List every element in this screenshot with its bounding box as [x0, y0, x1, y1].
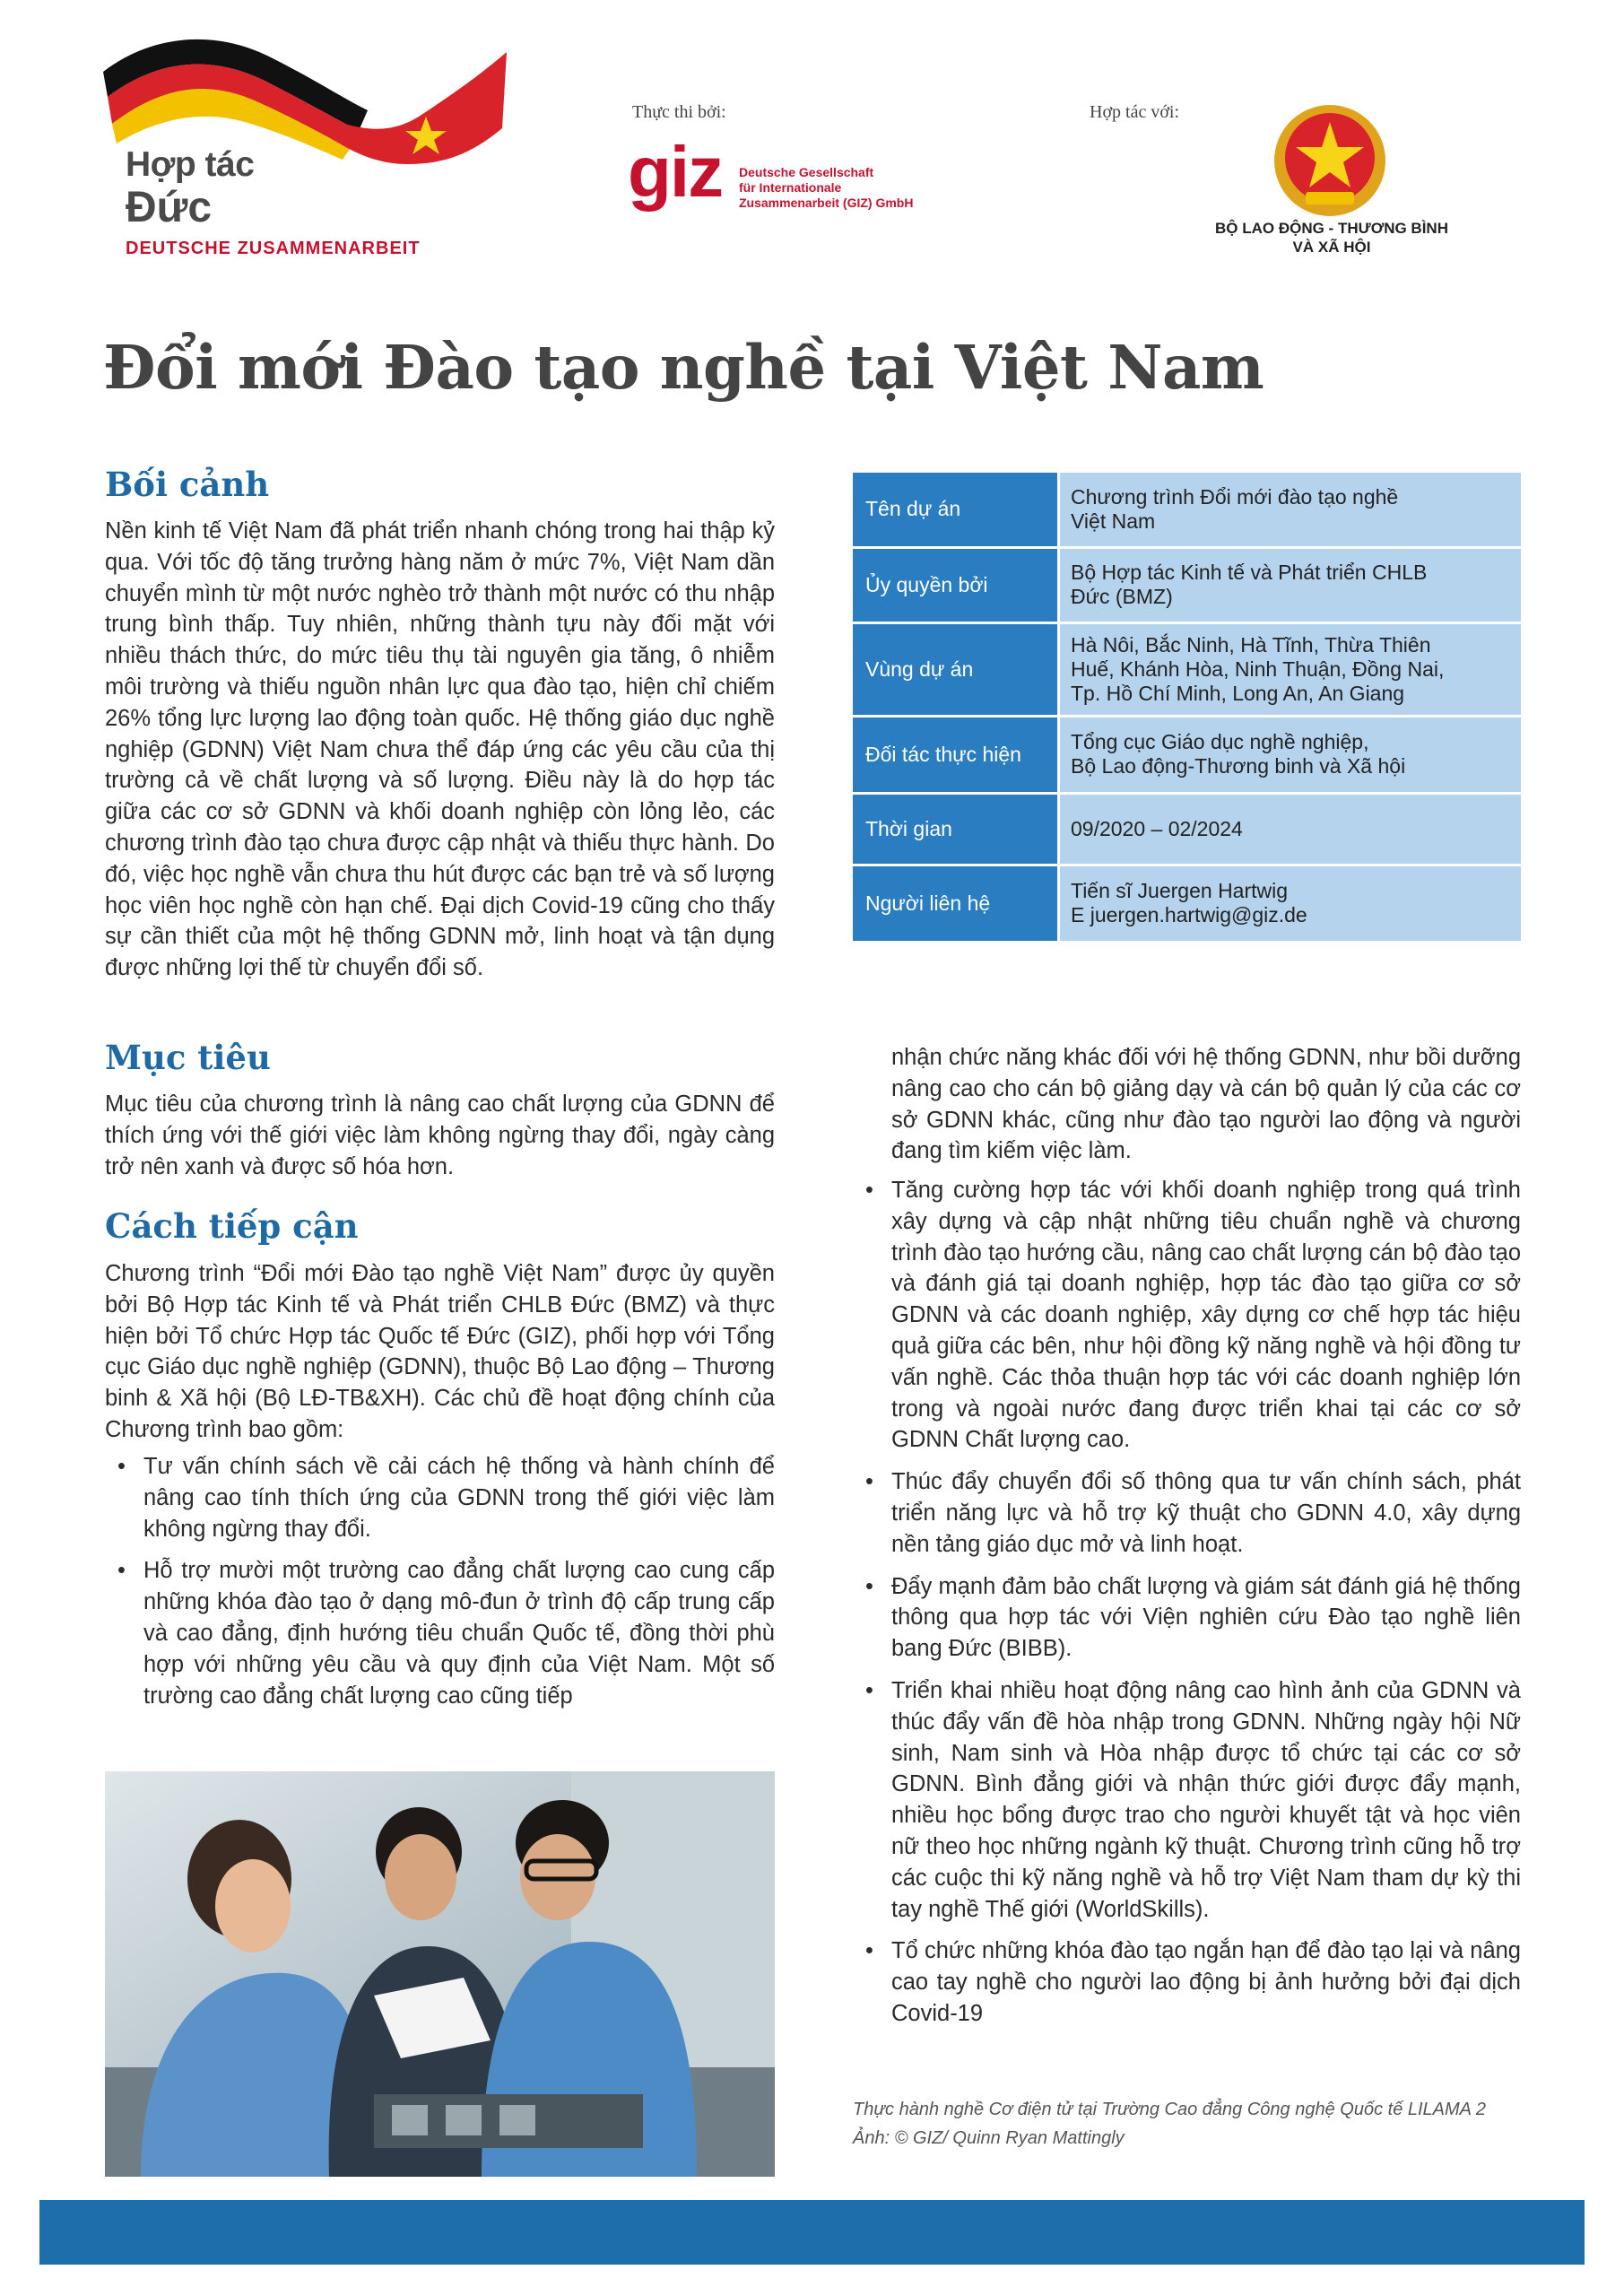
giz-name-line: Deutsche Gesellschaft — [739, 165, 874, 179]
approach-continuation: nhận chức năng khác đối với hệ thống GDNN, như bồi dưỡng nâng cao cho cán bộ giảng dạy và cán bộ quản lý của các cơ sở GDNN khác, cũng như đào tạo người lao động và người đang tìm kiếm việc làm. — [891, 1045, 1521, 1164]
giz-name-line: Zusammenarbeit (GIZ) GmbH — [739, 196, 914, 210]
ministry-name-line: VÀ XÃ HỘI — [1292, 239, 1371, 256]
list-item: • Thúc đẩy chuyển đổi số thông qua tư vấn chính sách, phát triển năng lực và hỗ trợ kỹ thuật cho GDNN 4.0, xây dựng nền tảng giáo dục mở và linh hoạt. — [853, 1466, 1521, 1560]
info-value — [1059, 547, 1522, 622]
table-row — [853, 473, 1521, 547]
info-label: Đối tác thực hiện — [853, 716, 1059, 793]
ministry-name-line: BỘ LAO ĐỘNG - THƯƠNG BÌNH — [1215, 220, 1448, 237]
page-title: Đổi mới Đào tạo nghề tại Việt Nam — [103, 332, 1264, 403]
info-label: Tên dự án — [853, 473, 1059, 547]
list-item: • Tư vấn chính sách về cải cách hệ thống và hành chính để nâng cao tính thích ứng của GDNN trong thế giới việc làm không ngừng thay đổi. — [105, 1451, 775, 1544]
info-label: Vùng dự án — [853, 622, 1059, 716]
info-value-line: Bộ Hợp tác Kinh tế và Phát triển CHLB — [1071, 561, 1428, 584]
info-value-line: Đức (BMZ) — [1071, 585, 1173, 608]
table-row — [853, 547, 1521, 622]
info-label: Ủy quyền bởi — [853, 547, 1059, 622]
logo-title-line1: Hợp tác — [126, 145, 255, 184]
footer-bar — [39, 2200, 1585, 2265]
info-value-line: Tp. Hồ Chí Minh, Long An, An Giang — [1071, 681, 1405, 705]
section-heading-objective: Mục tiêu — [105, 1038, 271, 1077]
training-photo — [105, 1771, 775, 2177]
info-value-line: Bộ Lao động-Thương binh và Xã hội — [1071, 754, 1406, 778]
background-paragraph: Nền kinh tế Việt Nam đã phát triển nhanh chóng trong hai thập kỷ qua. Với tốc độ tăng trưởng hàng năm ở mức 7%, Việt Nam dần chuyển mình từ một nước nghèo trở thành một nước có thu nhập trung bình thấp. Tuy nhiên, những thành tựu này đối mặt với nhiều thách thức, do mức tiêu thụ tài nguyên gia tăng, ô nhiễm môi trường và thiếu nguồn nhân lực qua đào tạo, hiện chỉ chiếm 26% tổng lực lượng lao động toàn quốc. Hệ thống giáo dục nghề nghiệp (GDNN) Việt Nam chưa thể đáp ứng các yêu cầu của thị trường cả về chất lượng và số lượng. Điều này là do hợp tác giữa các cơ sở GDNN và khối doanh nghiệp còn lỏng lẻo, các chương trình đào tạo chưa được cập nhật và thiếu thực hành. Do đó, việc học nghề vẫn chưa thu hút được các bạn trẻ và số lượng học viên học nghề còn hạn chế. Đại dịch Covid-19 cũng cho thấy sự cần thiết của một hệ thống GDNN mở, linh hoạt và tận dụng được những lợi thế từ chuyển đổi số. — [105, 518, 775, 981]
info-value-line: E juergen.hartwig@giz.de — [1071, 903, 1307, 926]
logo-subtitle: DEUTSCHE ZUSAMMENARBEIT — [126, 239, 421, 258]
table-row — [853, 793, 1521, 865]
info-value-line: Hà Nôi, Bắc Ninh, Hà Tĩnh, Thừa Thiên — [1071, 632, 1431, 657]
table-row — [853, 622, 1521, 716]
photo-credit: Ảnh: © GIZ/ Quinn Ryan Mattingly — [853, 2128, 1125, 2148]
info-value-line: Tổng cục Giáo dục nghề nghiệp, — [1071, 730, 1369, 753]
vietnam-emblem-icon — [1272, 102, 1388, 219]
cooperation-label: Hợp tác với: — [1090, 102, 1180, 122]
logo-title-line2: Đức — [126, 184, 213, 231]
objective-paragraph: Mục tiêu của chương trình là nâng cao chất lượng của GDNN để thích ứng với thế giới việc làm không ngừng thay đổi, ngày càng trở nên xanh và được số hóa hơn. — [105, 1091, 775, 1179]
info-value-line: Việt Nam — [1071, 509, 1156, 533]
approach-bullets-left — [105, 1451, 775, 1722]
ministry-name — [1188, 219, 1475, 257]
list-item: • Tổ chức những khóa đào tạo ngắn hạn để đào tạo lại và nâng cao tay nghề cho người lao động bị ảnh hưởng bởi đại dịch Covid-19 — [853, 1935, 1521, 2029]
implemented-by-label: Thực thi bởi: — [632, 102, 726, 122]
list-item: • Hỗ trợ mười một trường cao đẳng chất lượng cao cung cấp những khóa đào tạo ở dạng mô-đun ở trình độ cấp trung cấp và cao đẳng, định hướng tiêu chuẩn Quốc tế, đồng thời phù hợp với những yêu cầu và quy định của Việt Nam. Một số trường cao đẳng chất lượng cao cũng tiếp — [105, 1555, 775, 1711]
section-heading-background: Bối cảnh — [105, 465, 270, 504]
info-label: Người liên hệ — [853, 865, 1059, 942]
info-value — [1059, 473, 1522, 547]
info-value — [1059, 793, 1522, 865]
list-item: • Triển khai nhiều hoạt động nâng cao hình ảnh của GDNN và thúc đẩy vấn đề hòa nhập trong GDNN. Những ngày hội Nữ sinh, Nam sinh và Hòa nhập được tổ chức tại các cơ sở GDNN. Bình đẳng giới và nhận thức giới được đẩy mạnh, nhiều học bổng được trao cho người khuyết tật và học viên nữ theo học những ngành kỹ thuật. Chương trình cũng hỗ trợ các cuộc thi kỹ năng nghề và hỗ trợ Việt Nam tham dự kỳ thi tay nghề Thế giới (WorldSkills). — [853, 1675, 1521, 1925]
table-row — [853, 716, 1521, 793]
info-value-line: Tiến sĩ Juergen Hartwig — [1071, 879, 1289, 902]
list-item: • Đẩy mạnh đảm bảo chất lượng và giám sát đánh giá hệ thống thông qua hợp tác với Viện nghiên cứu Đào tạo nghề liên bang Đức (BIBB). — [853, 1571, 1521, 1665]
table-row — [853, 865, 1521, 942]
info-label: Thời gian — [853, 793, 1059, 865]
photo-caption-line: Thực hành nghề Cơ điện tử tại Trường Cao đẳng Công nghệ Quốc tế LILAMA 2 — [853, 2100, 1486, 2119]
info-value-line: 09/2020 – 02/2024 — [1071, 816, 1243, 840]
section-heading-approach: Cách tiếp cận — [105, 1206, 359, 1246]
info-value-line: Chương trình Đổi mới đào tạo nghề — [1071, 484, 1399, 509]
info-value-line: Huế, Khánh Hòa, Ninh Thuận, Đồng Nai, — [1071, 657, 1445, 681]
approach-paragraph: Chương trình “Đổi mới Đào tạo nghề Việt Nam” được ủy quyền bởi Bộ Hợp tác Kinh tế và Phát triển CHLB Đức (BMZ) và thực hiện bởi Tổ chức Hợp tác Quốc tế Đức (GIZ), phối hợp với Tổng cục Giáo dục nghề nghiệp (GDNN), thuộc Bộ Lao động – Thương binh & Xã hội (Bộ LĐ-TB&XH). Các chủ đề hoạt động chính của Chương trình bao gồm: — [105, 1261, 775, 1442]
info-value — [1059, 716, 1522, 793]
project-info-table — [853, 473, 1521, 944]
info-value — [1059, 622, 1522, 716]
giz-name-line: für Internationale — [739, 180, 842, 195]
photo-caption — [853, 2095, 1486, 2152]
giz-logo — [628, 132, 951, 233]
approach-bullets-right — [853, 1175, 1521, 2040]
giz-wordmark: giz — [628, 132, 723, 212]
list-item: • Tăng cường hợp tác với khối doanh nghiệp trong quá trình xây dựng và cập nhật những tiêu chuẩn nghề và chương trình đào tạo hướng cầu, nâng cao chất lượng cán bộ đào tạo và đánh giá tại doanh nghiệp, hợp tác đào tạo giữa cơ sở GDNN và các doanh nghiệp, xây dựng cơ chế hợp tác hiệu quả giữa các bên, như hội đồng kỹ năng nghề và hội đồng tư vấn nghề. Các thỏa thuận hợp tác với các doanh nghiệp lớn trong và ngoài nước đang được triển khai tại các cơ sở GDNN Chất lượng cao. — [853, 1175, 1521, 1456]
info-value — [1059, 865, 1522, 942]
